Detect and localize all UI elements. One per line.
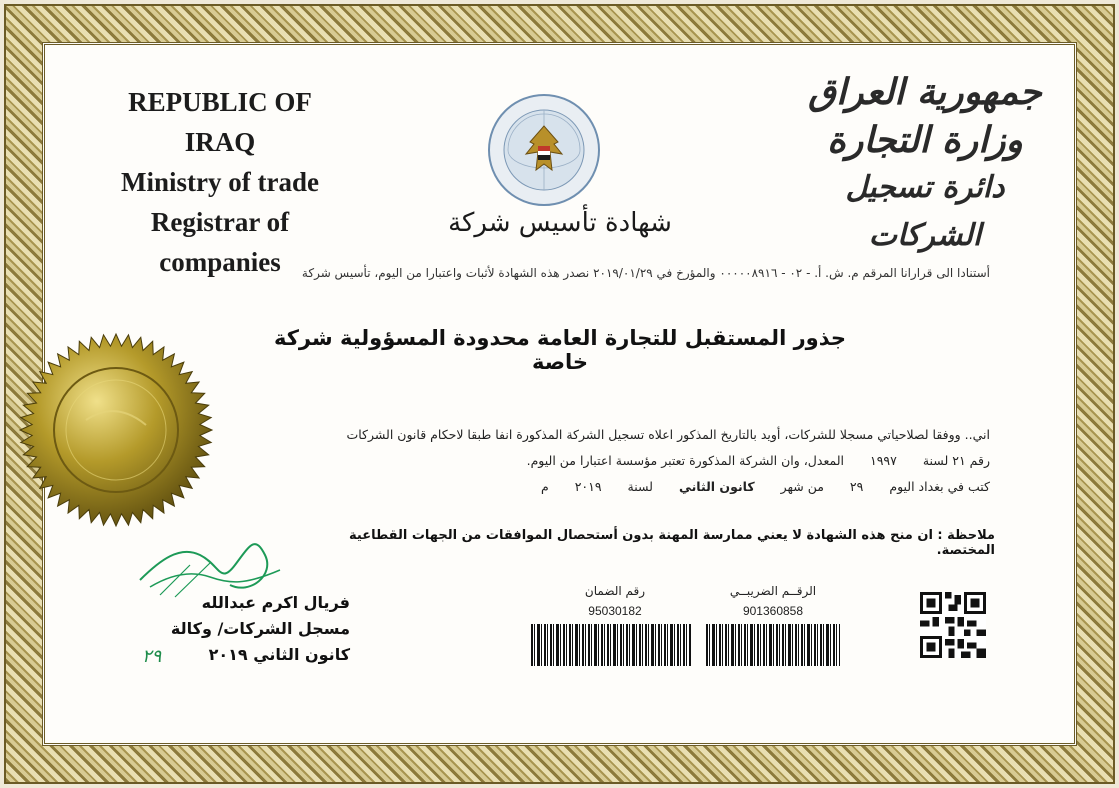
guarantee-barcode <box>531 624 691 666</box>
guarantee-label: رقم الضمان <box>584 584 646 598</box>
ministry-emblem-icon <box>486 92 602 208</box>
signer-name: فريال اكرم عبدالله <box>201 593 350 612</box>
tax-number: 901360858 <box>742 604 804 618</box>
gold-seal-icon <box>16 330 216 530</box>
signer-date: كانون الثاني ٢٠١٩ <box>208 645 350 664</box>
header-ar-line3: دائرة تسجيل الشركات <box>845 170 1005 253</box>
certificate-title: شهادة تأسيس شركة <box>448 208 672 238</box>
company-name: جذور المستقبل للتجارة العامة محدودة المسؤولية شركة خاصة <box>273 326 846 374</box>
tax-label: الرقــم الضريبــي <box>729 584 817 598</box>
guarantee-number: 95030182 <box>588 604 642 618</box>
handwritten-day: ٢٩ <box>142 646 162 667</box>
written-in-text: كتب في بغداد اليوم <box>889 479 990 494</box>
certificate-note: ملاحظة : ان منح هذه الشهادة لا يعني ممارسة المهنة بدون أستحصال الموافقات من الجهات القطاعية المختصة. <box>349 528 995 558</box>
header-ar-line1: جمهورية العراق <box>808 71 1042 113</box>
law-amendment-text: المعدل، وان الشركة المذكورة تعتبر مؤسسة اعتبارا من اليوم. <box>526 453 844 468</box>
header-ar-line2: وزارة التجارة <box>827 119 1023 161</box>
signer-role: مسجل الشركات/ وكالة <box>170 619 350 638</box>
signer-block <box>150 590 350 668</box>
header-en-line3: Registrar of companies <box>150 207 290 277</box>
qr-code-icon <box>920 592 986 658</box>
body-line-2 <box>330 448 990 474</box>
of-month-text: من شهر <box>780 479 824 494</box>
issue-year: ٢٠١٩ <box>574 479 602 494</box>
issue-month: كانون الثاني <box>678 479 755 494</box>
year-text: لسنة <box>627 479 653 494</box>
era-suffix: م <box>540 479 549 494</box>
body-line-1: اني.. ووفقا لصلاحياتي مسجلا للشركات، أويد بالتاريخ المذكور اعلاه تسجيل الشركة المذكورة انفا طبقا لاحكام قانون الشركات <box>346 427 990 442</box>
law-number-text: رقم ٢١ لسنة <box>922 453 990 468</box>
header-en-line1: REPUBLIC OF IRAQ <box>128 87 312 157</box>
body-line-3 <box>330 474 990 500</box>
arabic-header <box>790 68 1060 260</box>
law-year: ١٩٩٧ <box>869 453 897 468</box>
reference-line: أستنادا الى قرارانا المرقم م. ش. أ. - ٠٢ - ٠٠٠٠٠٨٩١٦ والمؤرخ في ٢٠١٩/٠١/٢٩ نصدر هذه الشهادة لأثبات واعتبارا من اليوم، تأسيس شركة <box>301 266 990 280</box>
header-en-line2: Ministry of trade <box>121 167 319 197</box>
tax-barcode <box>706 624 840 666</box>
certificate-body <box>330 422 990 500</box>
issue-day: ٢٩ <box>849 479 864 494</box>
english-header <box>90 82 350 282</box>
